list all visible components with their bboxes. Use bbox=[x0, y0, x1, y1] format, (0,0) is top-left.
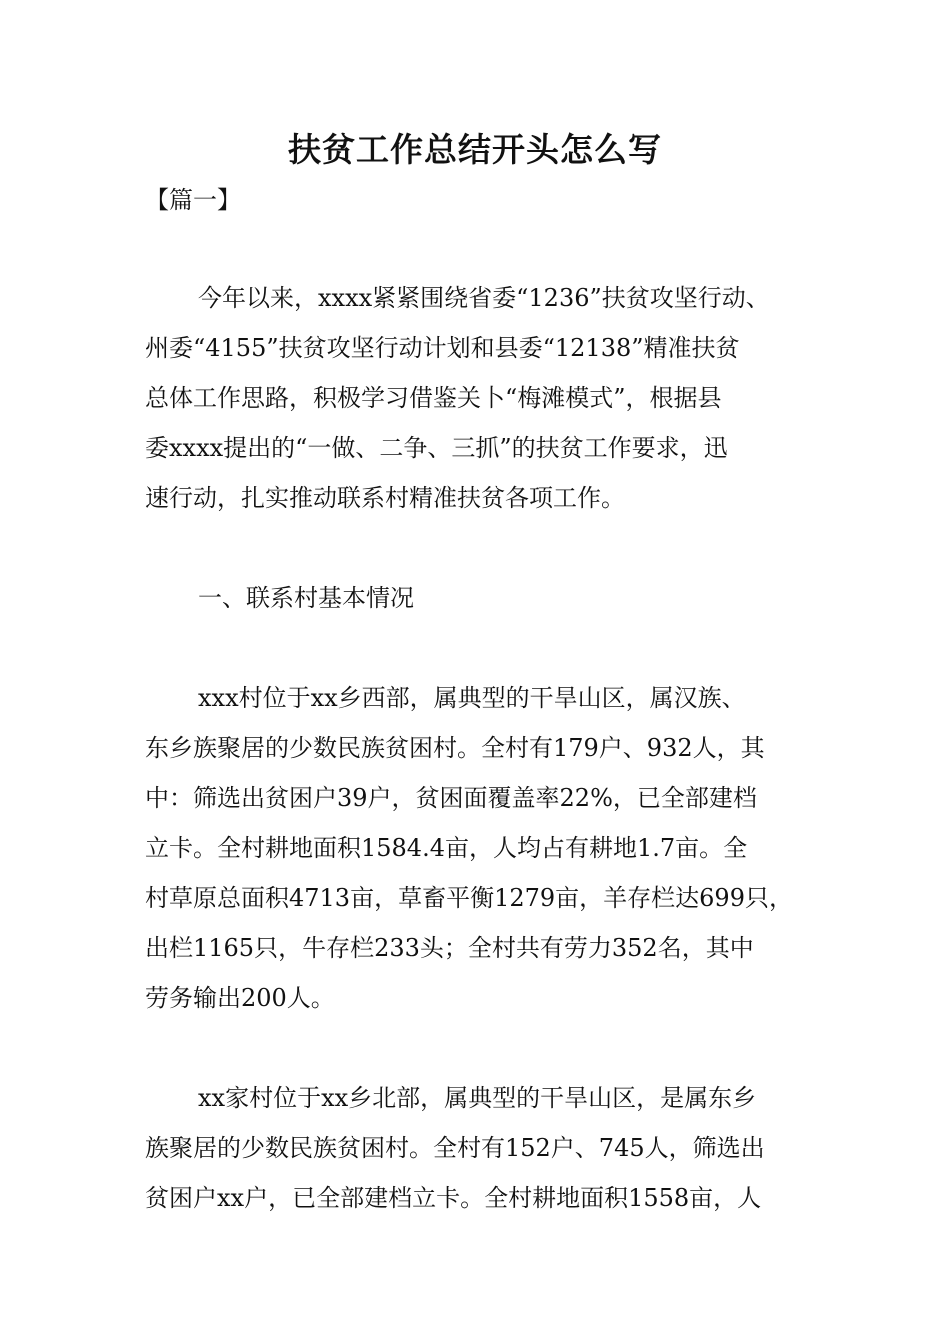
section-tag: 【篇一】 bbox=[145, 186, 241, 214]
paragraph-3-line-3: 贫困户xx户，已全部建档立卡。全村耕地面积1558亩，人 bbox=[145, 1184, 762, 1212]
paragraph-3-line-2: 族聚居的少数民族贫困村。全村有152户、745人，筛选出 bbox=[145, 1134, 765, 1162]
paragraph-2-line-7: 劳务输出200人。 bbox=[145, 984, 335, 1012]
document-title: 扶贫工作总结开头怎么写 bbox=[288, 130, 662, 169]
paragraph-2-line-6: 出栏1165只，牛存栏233头；全村共有劳力352名，其中 bbox=[145, 934, 754, 962]
paragraph-1-line-5: 速行动，扎实推动联系村精准扶贫各项工作。 bbox=[145, 484, 625, 512]
paragraph-2-line-4: 立卡。全村耕地面积1584.4亩，人均占有耕地1.7亩。全 bbox=[145, 834, 748, 862]
paragraph-2-line-5: 村草原总面积4713亩，草畜平衡1279亩，羊存栏达699只， bbox=[145, 884, 793, 912]
paragraph-3-line-1: xx家村位于xx乡北部，属典型的干旱山区，是属东乡 bbox=[198, 1084, 757, 1112]
section-heading: 一、联系村基本情况 bbox=[198, 584, 414, 612]
paragraph-2-line-1: xxx村位于xx乡西部，属典型的干旱山区，属汉族、 bbox=[198, 684, 746, 712]
paragraph-1-line-4: 委xxxx提出的“一做、二争、三抓”的扶贫工作要求，迅 bbox=[145, 434, 728, 462]
paragraph-2-line-2: 东乡族聚居的少数民族贫困村。全村有179户、932人，其 bbox=[145, 734, 765, 762]
paragraph-1-line-3: 总体工作思路，积极学习借鉴关卜“梅滩模式”，根据县 bbox=[145, 384, 722, 412]
paragraph-1-line-1: 今年以来，xxxx紧紧围绕省委“1236”扶贫攻坚行动、 bbox=[198, 284, 770, 312]
paragraph-2-line-3: 中：筛选出贫困户39户，贫困面覆盖率22%，已全部建档 bbox=[145, 784, 757, 812]
paragraph-1-line-2: 州委“4155”扶贫攻坚行动计划和县委“12138”精准扶贫 bbox=[145, 334, 740, 362]
